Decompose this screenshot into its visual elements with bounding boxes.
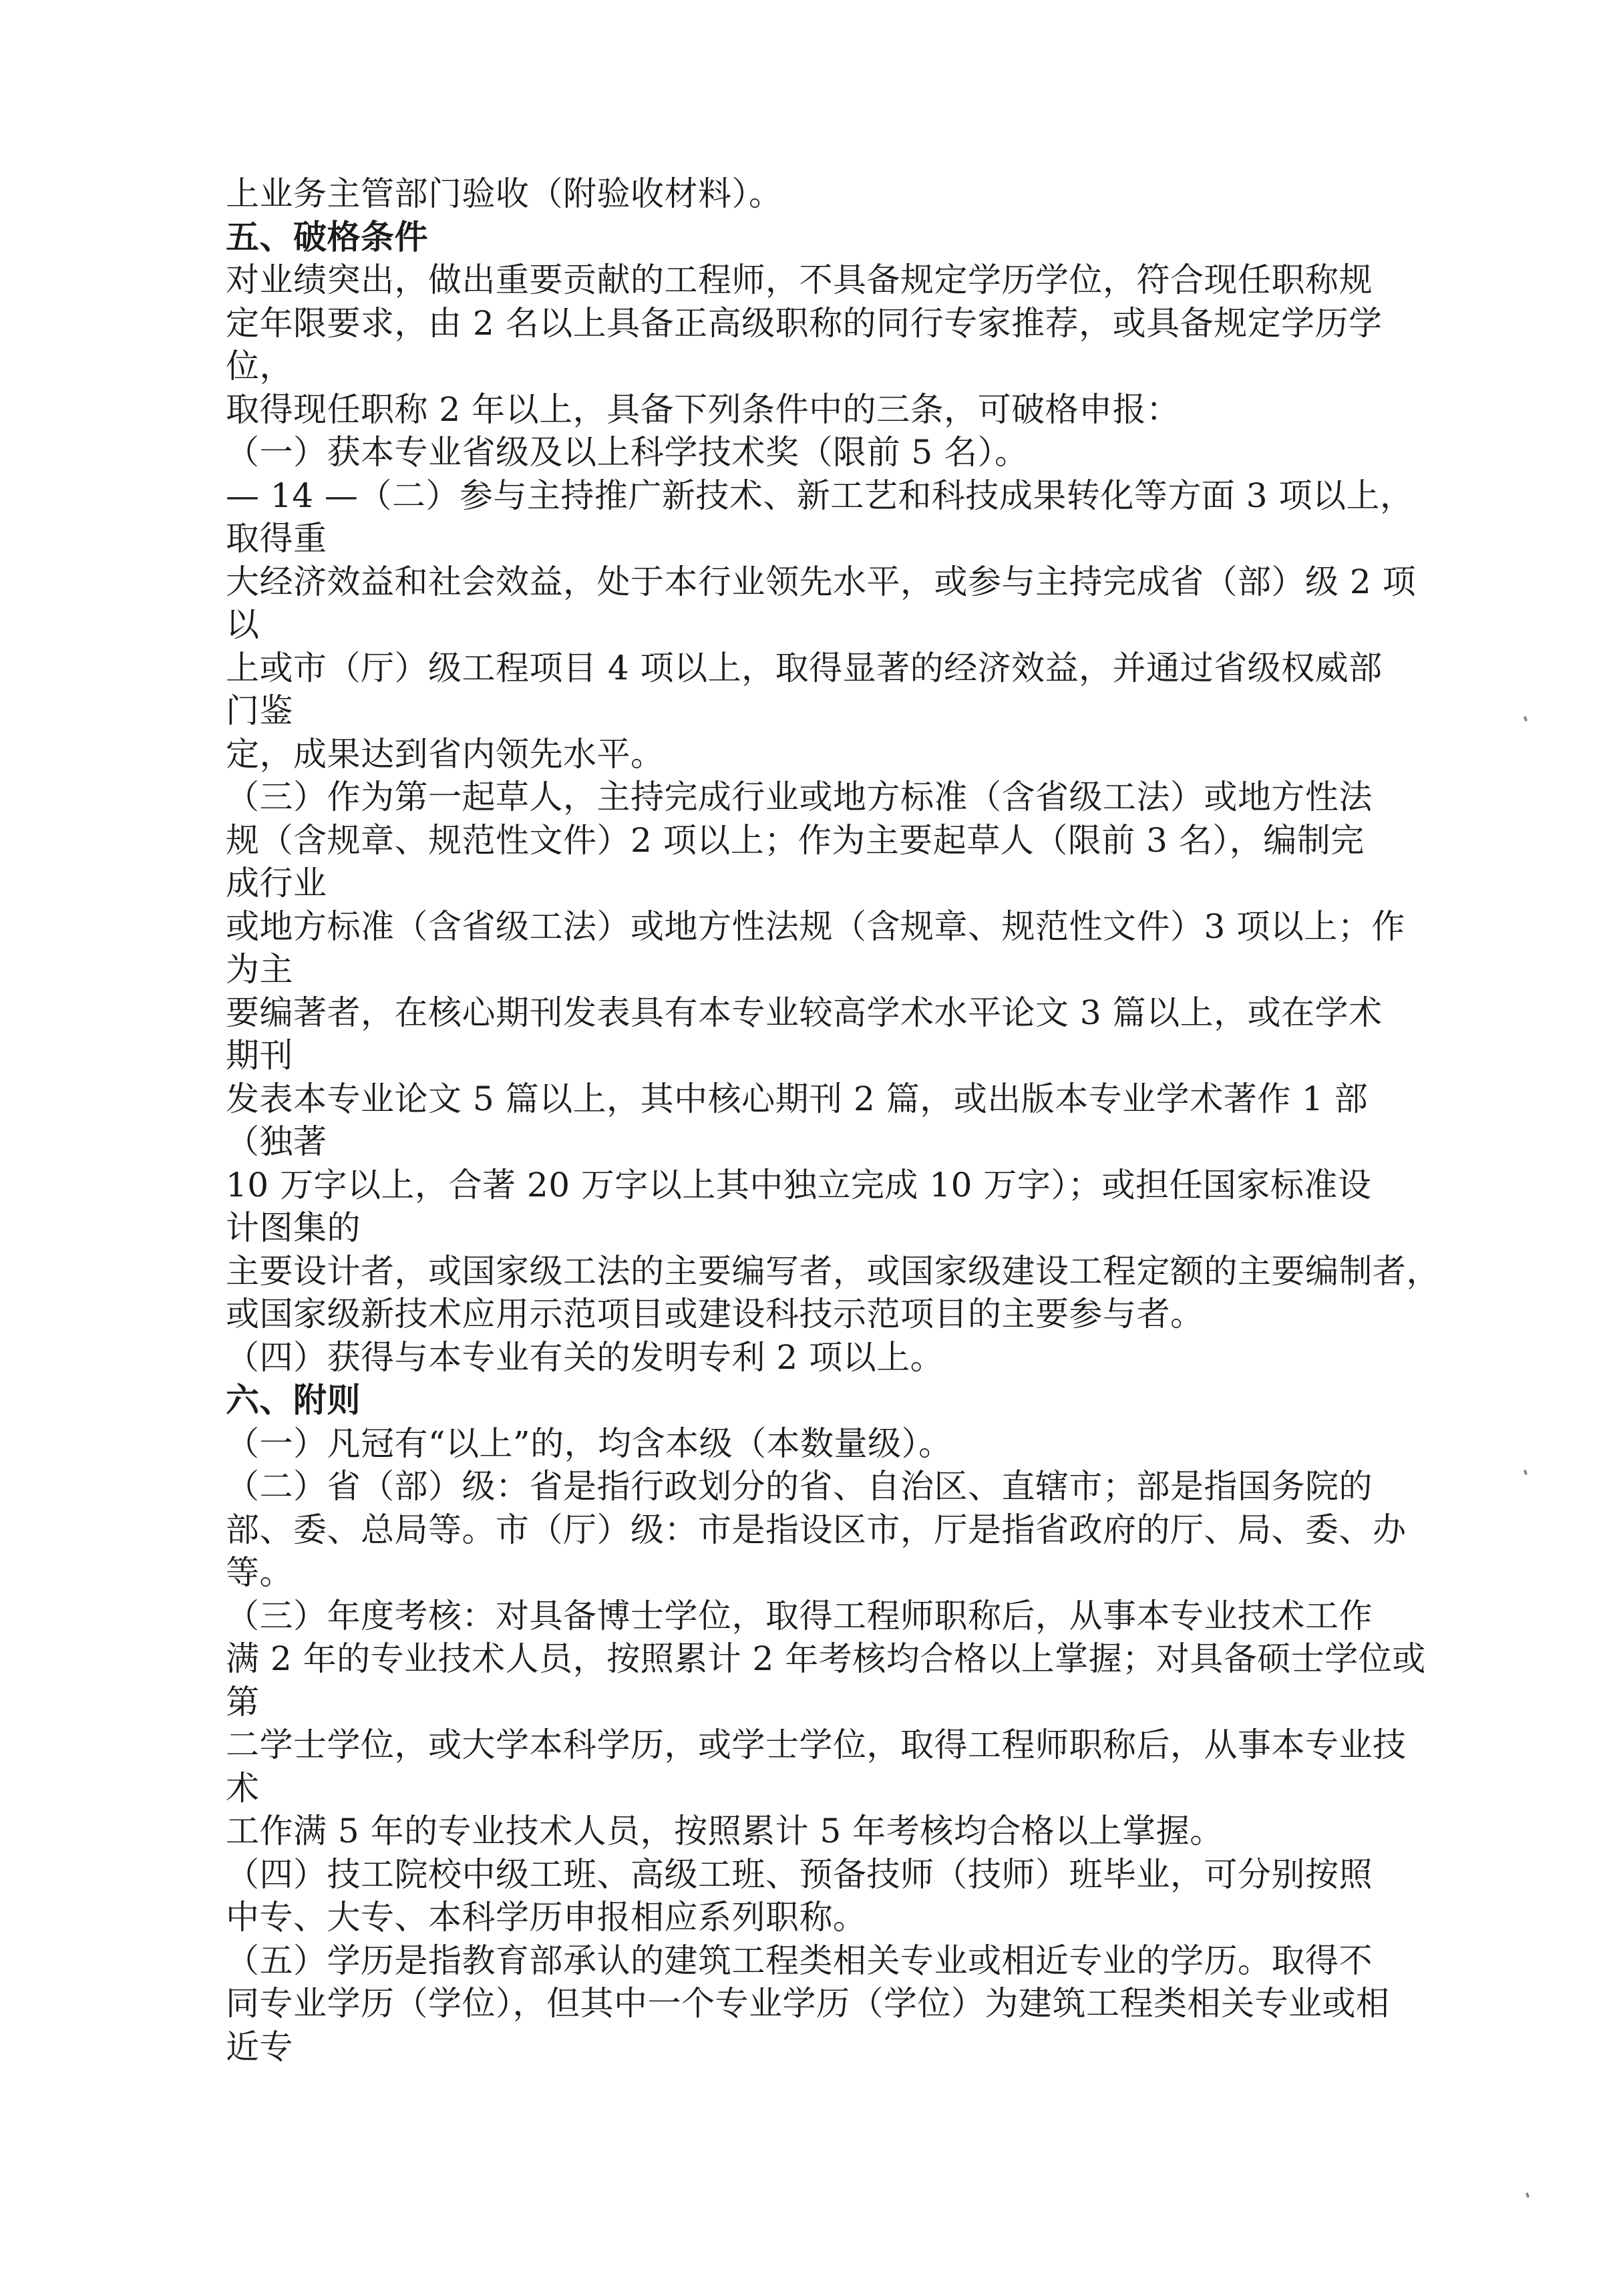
- section-heading: 六、附则: [226, 1380, 361, 1420]
- text-line: （五）学历是指教育部承认的建筑工程类相关专业或相近专业的学历。取得不: [226, 1941, 1373, 1980]
- section-heading: 五、破格条件: [226, 216, 428, 257]
- text-line: （二）省（部）级：省是指行政划分的省、自治区、直辖市；部是指国务院的: [226, 1467, 1373, 1506]
- text-line: 以: [226, 605, 260, 644]
- text-line: 计图集的: [226, 1208, 361, 1247]
- text-line: 规（含规章、规范性文件）2 项以上；作为主要起草人（限前 3 名），编制完: [226, 820, 1365, 860]
- text-line: 门鉴: [226, 691, 293, 730]
- text-line: 发表本专业论文 5 篇以上，其中核心期刊 2 篇，或出版本专业学术著作 1 部: [226, 1079, 1369, 1118]
- text-line: （一）凡冠有“以上”的，均含本级（本数量级）。: [226, 1424, 952, 1463]
- text-line: 中专、大专、本科学历申报相应系列职称。: [226, 1898, 867, 1937]
- text-line: 位，: [226, 347, 293, 385]
- text-line: 10 万字以上，合著 20 万字以上其中独立完成 10 万字）；或担任国家标准设: [226, 1165, 1372, 1204]
- text-line: 大经济效益和社会效益，处于本行业领先水平，或参与主持完成省（部）级 2 项: [226, 562, 1417, 601]
- text-line: 对业绩突出，做出重要贡献的工程师，不具备规定学历学位，符合现任职称规: [226, 261, 1373, 299]
- text-line: （三）作为第一起草人，主持完成行业或地方标准（含省级工法）或地方性法: [226, 778, 1373, 816]
- text-line: 取得重: [226, 519, 327, 558]
- text-line: 上业务主管部门验收（附验收材料）。: [226, 174, 783, 213]
- text-line: 取得现任职称 2 年以上，具备下列条件中的三条，可破格申报：: [226, 389, 1180, 429]
- text-line: （四）技工院校中级工班、高级工班、预备技师（技师）班毕业，可分别按照: [226, 1854, 1373, 1894]
- scan-speck: [1524, 1470, 1528, 1476]
- text-line: 定年限要求，由 2 名以上具备正高级职称的同行专家推荐，或具备规定学历学: [226, 303, 1383, 343]
- text-line: — 14 —（二）参与主持推广新技术、新工艺和科技成果转化等方面 3 项以上，: [226, 476, 1414, 515]
- text-line: （三）年度考核：对具备博士学位，取得工程师职称后，从事本专业技术工作: [226, 1596, 1373, 1635]
- text-line: 为主: [226, 950, 293, 989]
- text-line: 主要设计者，或国家级工法的主要编写者，或国家级建设工程定额的主要编制者，: [226, 1251, 1440, 1291]
- text-line: 同专业学历（学位），但其中一个专业学历（学位）为建筑工程类相关专业或相: [226, 1984, 1390, 2023]
- text-line: （独著: [226, 1122, 327, 1161]
- text-line: 近专: [226, 2027, 293, 2066]
- text-line: 要编著者，在核心期刊发表具有本专业较高学术水平论文 3 篇以上，或在学术: [226, 993, 1383, 1032]
- text-line: 二学士学位，或大学本科学历，或学士学位，取得工程师职称后，从事本专业技: [226, 1726, 1407, 1764]
- scan-speck: [1524, 716, 1528, 722]
- text-line: 术: [226, 1768, 260, 1808]
- text-line: 部、委、总局等。市（厅）级：市是指设区市，厅是指省政府的厅、局、委、办: [226, 1510, 1407, 1549]
- text-line: 或国家级新技术应用示范项目或建设科技示范项目的主要参与者。: [226, 1295, 1204, 1333]
- text-line: 工作满 5 年的专业技术人员，按照累计 5 年考核均合格以上掌握。: [226, 1812, 1224, 1850]
- text-line: 或地方标准（含省级工法）或地方性法规（含规章、规范性文件）3 项以上；作: [226, 907, 1405, 946]
- text-line: 期刊: [226, 1036, 293, 1075]
- document-body: [226, 172, 1440, 2068]
- text-line: 成行业: [226, 864, 327, 903]
- scan-speck: [1526, 2192, 1530, 2198]
- text-line: 上或市（厅）级工程项目 4 项以上，取得显著的经济效益，并通过省级权威部: [226, 648, 1383, 687]
- text-line: 定，成果达到省内领先水平。: [226, 734, 665, 774]
- text-line: 等。: [226, 1553, 293, 1592]
- text-line: （四）获得与本专业有关的发明专利 2 项以上。: [226, 1337, 944, 1377]
- text-line: （一）获本专业省级及以上科学技术奖（限前 5 名）。: [226, 433, 1029, 472]
- text-line: 满 2 年的专业技术人员，按照累计 2 年考核均合格以上掌握；对具备硕士学位或: [226, 1639, 1426, 1678]
- text-line: 第: [226, 1682, 260, 1721]
